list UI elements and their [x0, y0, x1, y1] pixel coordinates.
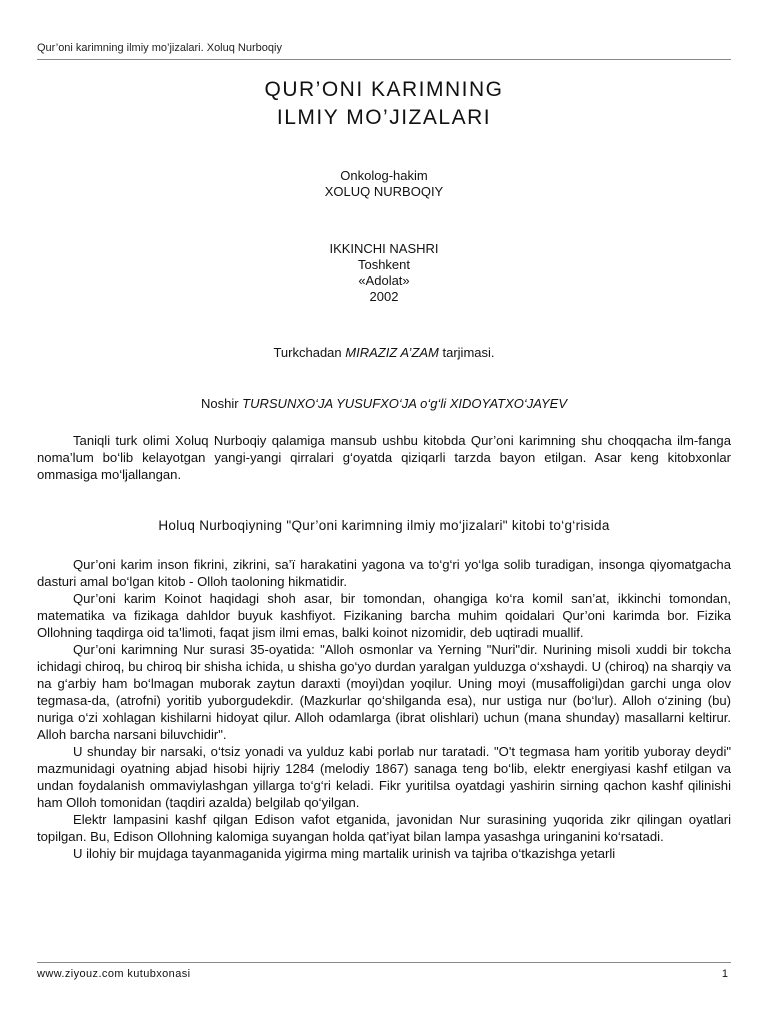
edition-city: Toshkent [357, 257, 411, 272]
body-paragraph: U ilohiy bir mujdaga tayanmaganida yigirma ming martalik urinish va tajriba o‘tkazishga yetarli [73, 846, 616, 861]
body-paragraph: Qur’oni karim Koinot haqidagi shoh asar, bir tomondan, ohangiga ko‘ra komil san’at, ikkinchi tomondan, matematika va fizikaga dahldor buyuk kashfiyot. Fizikaning barcha muhim qoidalari Qur’oni karimda bor. Fizika Ollohning taqdirga oid ta’limoti, faqat jism ilmi emas, balki koinot nizomidir, deb uqtiradi muallif. [37, 591, 731, 640]
body-paragraph: Qur’oni karimning Nur surasi 35-oyatida: "Alloh osmonlar va Yerning "Nuri"dir. Nurining misoli xuddi bir tokcha ichidagi chiroq, bu chiroq bir shisha ichida, u shisha go‘yo durdan yaralgan yulduzga o‘xshaydi. U (chiroq) na sharqiy va na g‘arbiy ham bo‘lmagan muborak zaytun daraxti (moyi)dan yoqilur. Uning moyi (musaffoligi)dan garchi unga olov tegmasa-da, (atrofni) yoritib yuborgudekdir. (Mazkurlar qo‘shilganda esa), nur ustiga nur (bo‘lur). Alloh o‘zining (bu) nuriga o‘zi xohlagan kishilarni hidoyat qilur. Alloh odamlarga (ibrat olishlari) uchun (mana shunday) masallarni keltirur. Alloh barcha narsani biluvchidir". [37, 642, 731, 742]
body-paragraph: Elektr lampasini kashf qilgan Edison vafot etganida, javonidan Nur surasining yuqorida zikr qilingan oyatlari topilgan. Bu, Edison Ollohning kalomiga suyangan holda qat’iyat bilan lampa yasashga uringanini ko‘rsatadi. [37, 812, 731, 844]
translator-name: MIRAZIZ A’ZAM [345, 345, 439, 360]
author-block [0, 168, 768, 200]
book-title-line-1: QUR’ONI KARIMNING [264, 78, 504, 101]
section-heading: Holuq Nurboqiyning "Qur’oni karimning ilmiy mo‘jizalari" kitobi to‘g‘risida [158, 518, 610, 533]
running-header: Qur’oni karimning ilmiy mo’jizalari. Xoluq Nurboqiy [37, 42, 282, 54]
intro-paragraph: Taniqli turk olimi Xoluq Nurboqiy qalamiga mansub ushbu kitobda Qur’oni karimning shu choqqacha ilm-fanga noma’lum bo‘lib kelayotgan yangi-yangi qirralari g‘oyatda qiziqarli tarzda bayon etilgan. Asar keng kitobxonlar ommasiga mo‘ljallangan. [37, 433, 731, 482]
header-divider [37, 59, 731, 60]
translator-line [0, 345, 768, 361]
footer-site: www.ziyouz.com kutubxonasi [37, 968, 191, 980]
publisher-line [0, 396, 768, 412]
author-name: XOLUQ NURBOQIY [324, 184, 444, 199]
author-role: Onkolog-hakim [340, 168, 428, 183]
book-title [0, 76, 768, 132]
footer-divider [37, 962, 731, 963]
body-paragraph: U shunday bir narsaki, o‘tsiz yonadi va yulduz kabi porlab nur taratadi. "O't tegmasa ham yoritib yuboray deydi" mazmunidagi oyatning abjad hisobi hijriy 1284 (melodiy 1867) sanaga teng bo‘lib, elektr energiyasi kashf etilgan va undan foydalanish ommaviylashgan yillarga to‘g‘ri keladi. Fikr yuritilsa oyatdagi yashirin sirning qachon kashf qilinishi ham Olloh tomonidan (taqdiri azalda) belgilab qo‘yilgan. [37, 744, 731, 810]
edition-block [0, 241, 768, 305]
edition-publisher: «Adolat» [358, 273, 410, 288]
book-title-line-2: ILMIY MO’JIZALARI [276, 106, 492, 129]
translator-prefix: Turkchadan [273, 345, 346, 360]
publisher-prefix: Noshir [200, 396, 243, 411]
page-number: 1 [721, 968, 728, 980]
edition-label: IKKINCHI NASHRI [329, 241, 439, 256]
body-paragraph: Qur’oni karim inson fikrini, zikrini, sa’ї harakatini yagona va to‘g‘ri yo‘lga solib turadigan, insonga qiyomatgacha dasturi amal bo‘lgan kitob - Olloh taoloning hikmatidir. [37, 557, 731, 589]
intro-paragraph-block [37, 432, 731, 483]
main-text [37, 556, 731, 862]
publisher-name: TURSUNXO‘JA YUSUFXO‘JA o‘g‘li XIDOYATXO‘JAYEV [242, 396, 568, 411]
translator-suffix: tarjimasi. [438, 345, 495, 360]
edition-year: 2002 [369, 289, 399, 304]
